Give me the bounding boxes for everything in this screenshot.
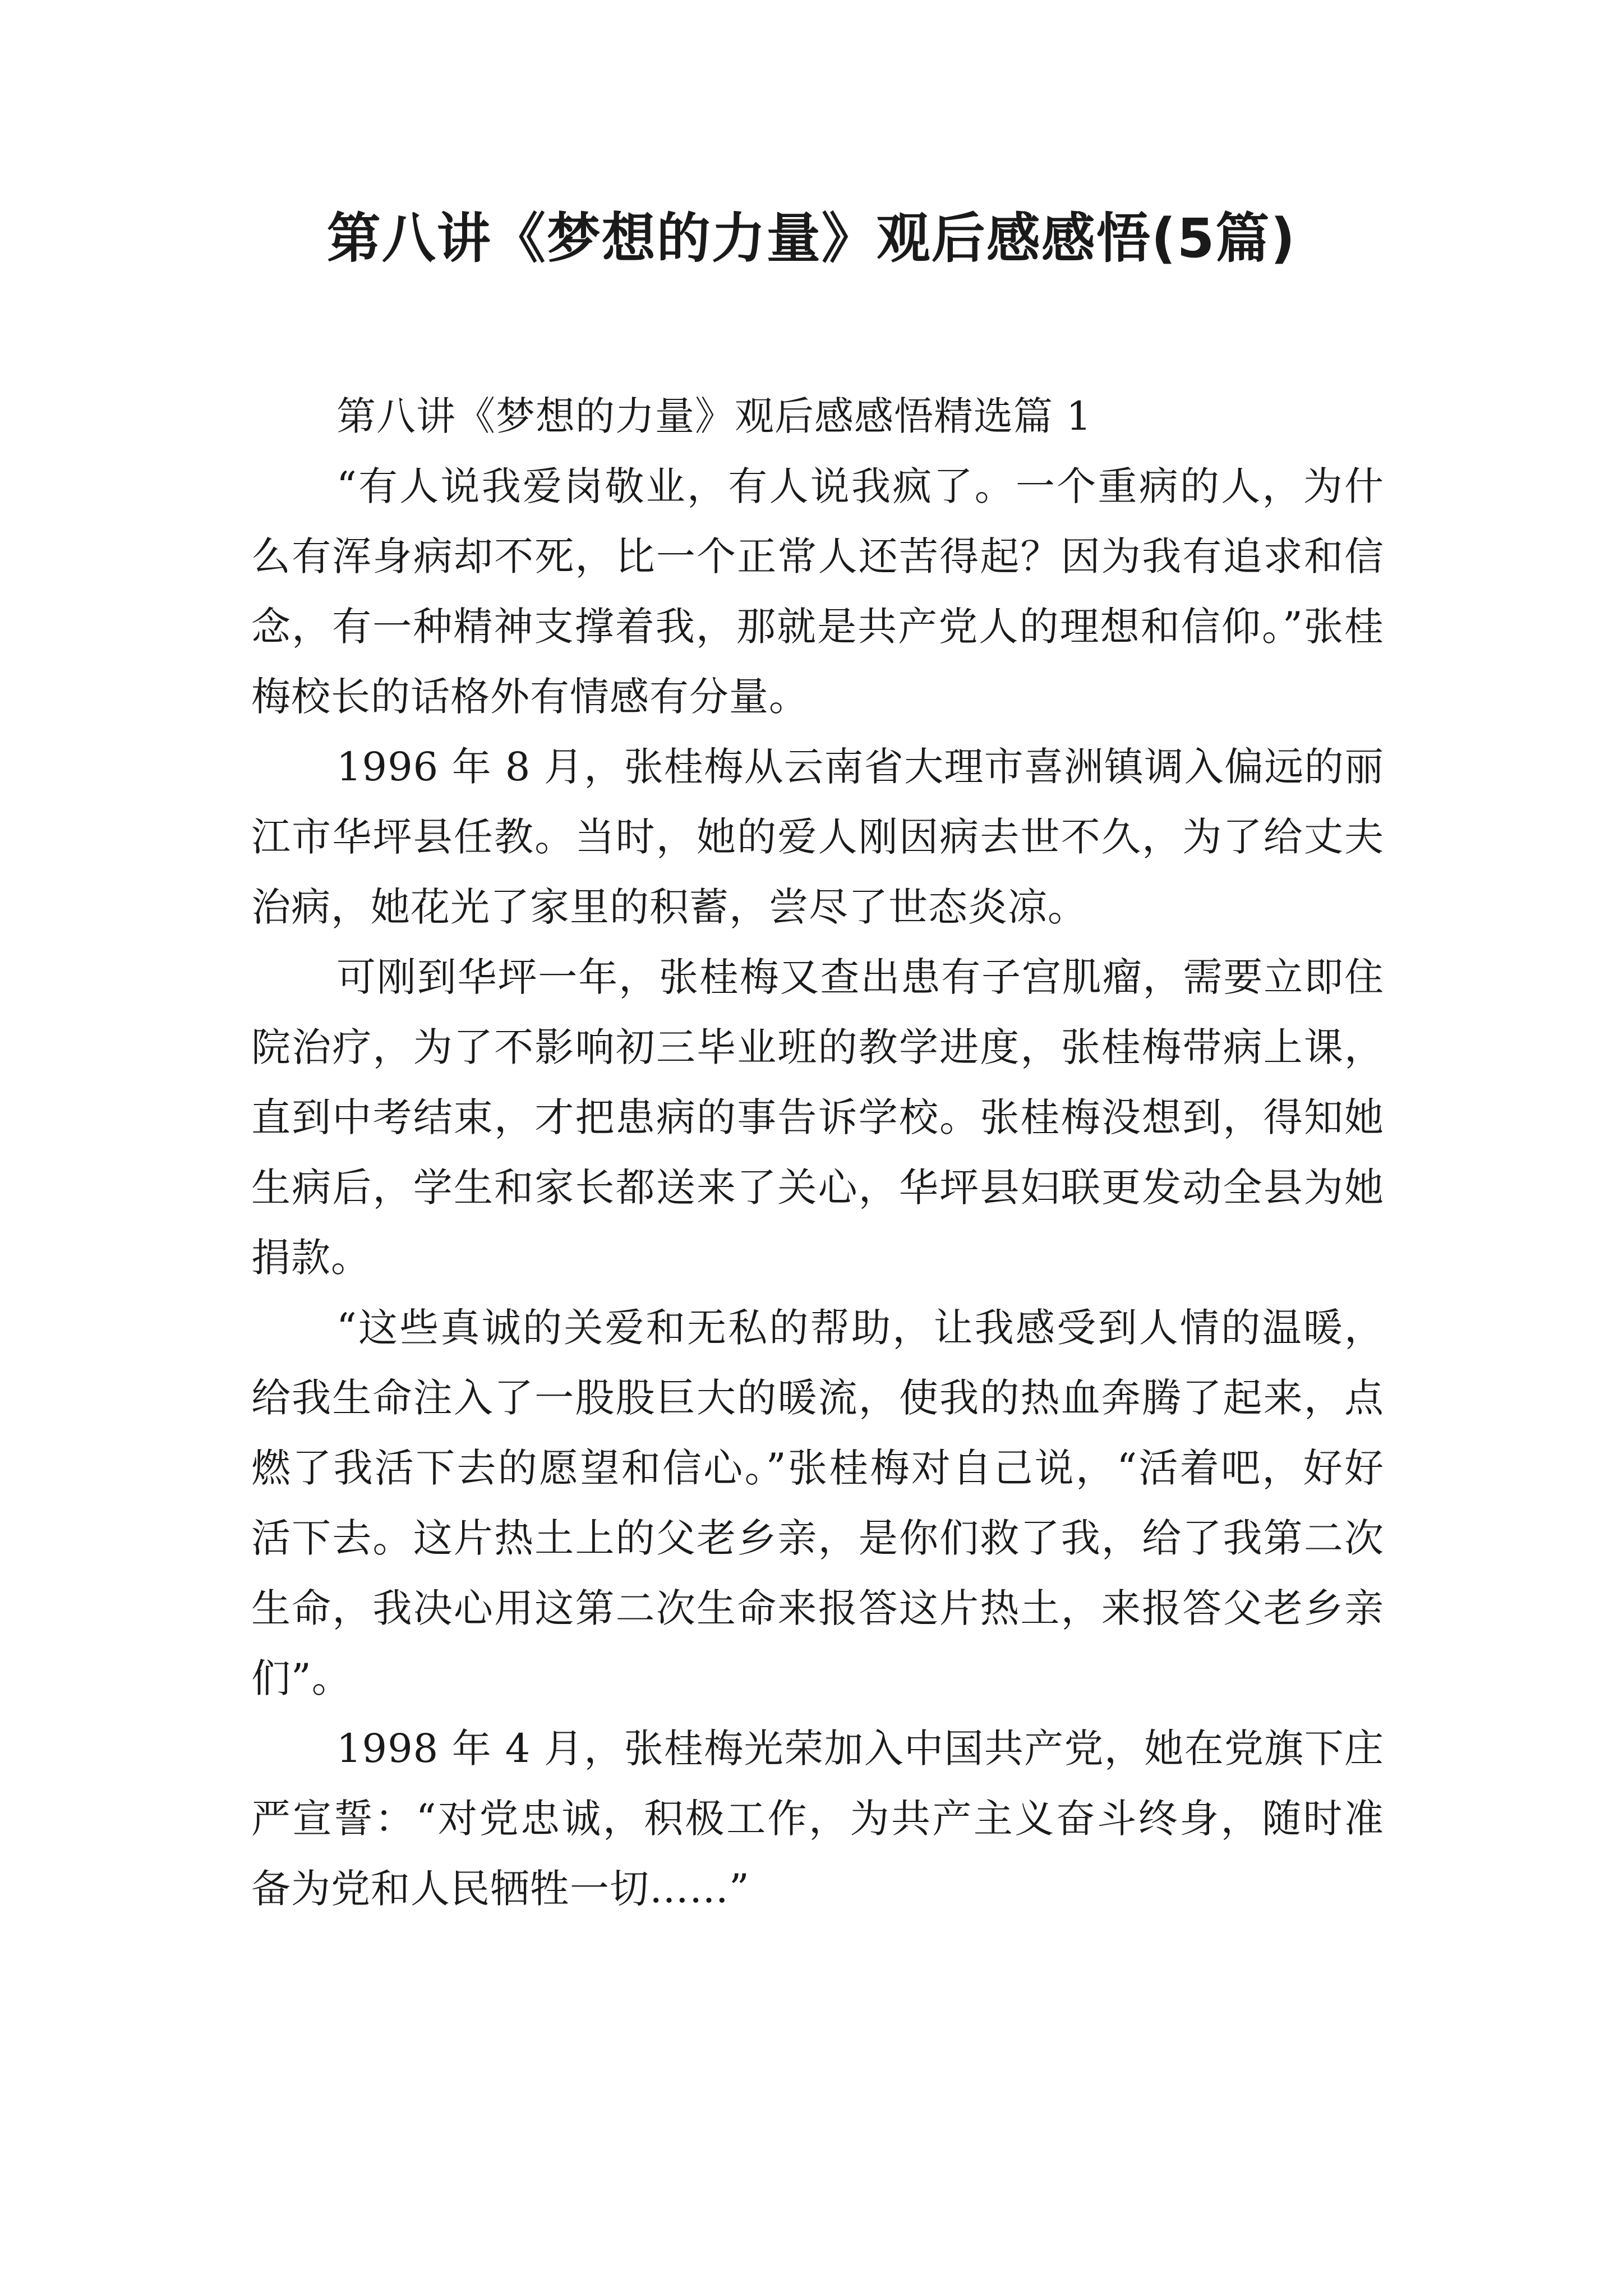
document-title: 第八讲《梦想的力量》观后感感悟(5篇) (326, 207, 1297, 270)
paragraph-2: 1996 年 8 月，张桂梅从云南省大理市喜洲镇调入偏远的丽江市华坪县任教。当时，她的爱人刚因病去世不久，为了给丈夫治病，她花光了家里的积蓄，尝尽了世态炎凉。 (251, 744, 1384, 930)
section-heading: 第八讲《梦想的力量》观后感感悟精选篇 1 (336, 393, 1092, 439)
paragraph-3: 可刚到华坪一年，张桂梅又查出患有子宫肌瘤，需要立即住院治疗，为了不影响初三毕业班的教学进度，张桂梅带病上课，直到中考结束，才把患病的事告诉学校。张桂梅没想到，得知她生病后，学生和家长都送来了关心，华坪县妇联更发动全县为她捐款。 (251, 954, 1384, 1281)
paragraph-4: “这些真诚的关爱和无私的帮助，让我感受到人情的温暖，给我生命注入了一股股巨大的暖流，使我的热血奔腾了起来，点燃了我活下去的愿望和信心。”张桂梅对自己说，“活着吧，好好活下去。这片热土上的父老乡亲，是你们救了我，给了我第二次生命，我决心用这第二次生命来报答这片热土，来报答父老乡亲们”。 (251, 1305, 1384, 1701)
paragraph-5: 1998 年 4 月，张桂梅光荣加入中国共产党，她在党旗下庄严宣誓：“对党忠诚，积极工作，为共产主义奋斗终身，随时准备为党和人民牺牲一切……” (251, 1726, 1384, 1912)
document-body (251, 381, 1384, 1924)
paragraph-1: “有人说我爱岗敬业，有人说我疯了。一个重病的人，为什么有浑身病却不死，比一个正常人还苦得起？因为我有追求和信念，有一种精神支撑着我，那就是共产党人的理想和信仰。”张桂梅校长的话格外有情感有分量。 (251, 463, 1384, 720)
